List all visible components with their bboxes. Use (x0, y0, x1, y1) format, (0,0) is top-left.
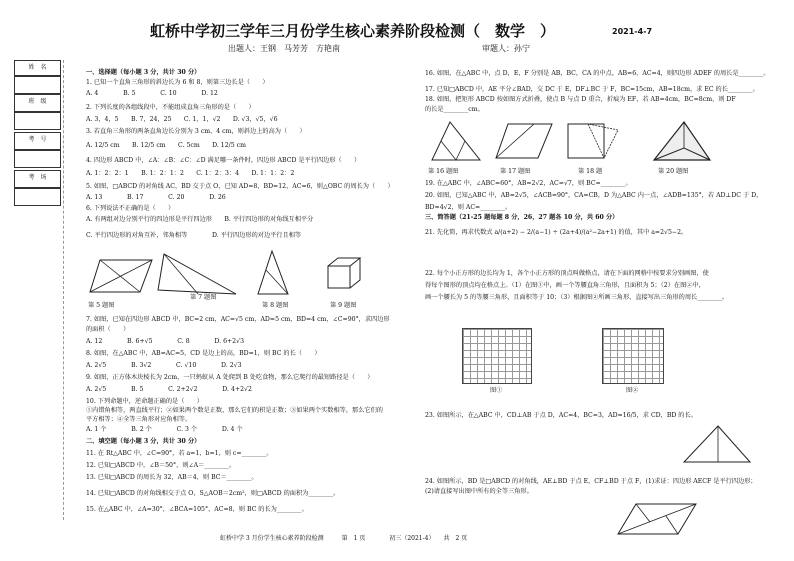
page-title: 虹桥中学初三学年三月份学生核心素养阶段检测（ 数学 ） (150, 22, 556, 40)
figure-caption: 第 8 题图 (262, 302, 289, 309)
question-line: 18. 如图，把矩形 ABCD 按如图方式折叠，使点 B 与点 D 重合，折痕为 EF，若 AB=4cm，BC=8cm，则 DF (425, 96, 736, 103)
question-line: 10. 下列命题中，逆命题正确的是（ ） (86, 398, 203, 405)
section-2-heading: 二、填空题（每小题 3 分，共计 30 分） (86, 438, 201, 445)
reviewer: 审题人：孙宁 (482, 44, 530, 53)
figure-q24-parallelogram (616, 500, 698, 540)
question-options: A. 1：2：2：1 B. 1：2：1：2 C. 1：2：3：4 D. 1：1：2：2 (86, 170, 295, 177)
question-line: 平方相等；④全等三角形对应角相等。 (86, 416, 192, 423)
question-line: 2. 下列长度的各组线段中，不能组成直角三角形的是（ ） (86, 104, 255, 111)
question-line: 4. 四边形 ABCD 中，∠A：∠B：∠C：∠D 满足哪一条件时，四边形 ABCD 是平行四边形（ ） (86, 157, 361, 164)
grid-figure-2[interactable] (602, 328, 664, 384)
exam-date: 2021-4-7 (612, 27, 653, 36)
question-line: ①内错角相等，两直线平行；②如果两个数是正数，那么它们的积是正数；③如果两个实数相等，那么它们的 (86, 407, 383, 414)
grid-figure-1[interactable] (462, 328, 532, 384)
question-22: 得每个图形的顶点均在格点上。（1）在图①中，画一个等腰直角三角形，且面积为 5；（2）在图②中， (425, 282, 705, 289)
fill-question: 14. 已知□ABCD 的对角线相交于点 O，S△AOB＝2cm²，则□ABCD 的面积为________。 (86, 490, 340, 497)
question-line: 5. 如图，□ABCD 的对角线 AC，BD 交于点 O，已知 AD=8，BD=12，AC=6，则△OBC 的周长为（ ） (86, 183, 394, 190)
fill-question: 12. 已知□ABCD 中，∠B＝50°，则∠A＝________。 (86, 462, 236, 469)
grid-caption: 图① (490, 387, 503, 394)
figure-caption: 第 17 题图 (500, 168, 531, 175)
figure-caption: 第 7 题图 (190, 294, 217, 301)
section-1-heading: 一、选择题（每小题 3 分，共计 30 分） (86, 69, 201, 76)
figure-q16-triangle (428, 118, 484, 166)
student-info-sidebar (14, 56, 61, 526)
figure-q9-cube (326, 256, 362, 296)
authors: 出题人：王钢 马芳芳 方艳南 (228, 44, 340, 53)
exam-room-field: 考 场 (14, 170, 61, 188)
question-line: 19. 在△ABC 中，∠ABC=60°，AB=2√2，AC=√7，则 BC=________。 (425, 180, 632, 187)
question-23: 23. 如图所示，在△ABC 中，CD⊥AB 于点 D，AC=4，BC=3，AD=16/5，求 CD，BD 的长。 (425, 412, 697, 419)
figure-q5-parallelogram (88, 252, 156, 300)
exam-room-blank[interactable] (14, 188, 61, 206)
question-line: 的长是________cm。 (425, 106, 484, 113)
question-line: 9. 如图，正方体木块棱长为 2cm，一只蚂蚁从 A 处爬到 B 处吃食物，那么它爬行的最短路径是（ ） (86, 374, 374, 381)
figure-q17-parallelogram (494, 120, 554, 164)
exam-number-blank[interactable] (14, 150, 61, 168)
grid-caption: 图② (626, 387, 639, 394)
question-line: 1. 已知一个直角三角形的斜边长为 6 和 8，则第三边长是（ ） (86, 79, 269, 86)
question-line: 21. 先化简，再求代数式 a/(a+2) − 2/(a−1) ÷ (2a+4)/(a²−2a+1) 的值，其中 a=2√5−2。 (425, 229, 688, 236)
figure-caption: 第 5 题图 (88, 302, 115, 309)
figure-q7-triangle (156, 250, 240, 300)
question-line: 的面积（ ） (86, 326, 130, 333)
question-options: A. 有两组对边分别平行的四边形是平行四边形 B. 平行四边形的对角线互相平分 (86, 216, 314, 223)
question-line: 3. 若直角三角形的两条直角边长分别为 3 cm，4 cm，则斜边上的高为（ ） (86, 128, 306, 135)
figure-q8-isosceles (256, 248, 292, 300)
question-line: 7. 如图，已知在四边形 ABCD 中，BC=2 cm，AC=√5 cm，AD=5 cm，BD=4 cm，∠C=90°，求四边形 (86, 316, 390, 323)
question-options: A. 12 B. 6+√5 C. 8 D. 6+2√3 (86, 338, 245, 345)
question-24: 24. 如图所示，BD 是□ABCD 的对角线，AE⊥BD 于点 E，CF⊥BD 于点 F，(1)求证：四边形 AECF 是平行四边形； (425, 478, 757, 485)
name-blank[interactable] (14, 76, 61, 94)
question-options: A. 4 B. 5 C. 10 D. 12 (86, 90, 218, 97)
question-line: 17. 已知□ABCD 中，AE 平分∠BAD，交 DC 于 E，DF⊥BC 于 F，BC=15cm，AB=18cm，求 EC 的长________。 (425, 86, 759, 93)
name-field: 姓 名 (14, 60, 61, 76)
figure-q20-triangle (652, 118, 712, 166)
figure-caption: 第 20 题图 (658, 168, 689, 175)
question-options: C. 平行四边形的对角互补，邻角相等 D. 平行四边形的对边平行且相等 (86, 232, 302, 239)
question-line: 8. 如图，在△ABC 中，AB=AC=5，CD 是边上的高，BD=1，则 BC 的长（ ） (86, 350, 321, 357)
exam-number-field: 考 号 (14, 132, 61, 150)
fill-question: 13. 已知□ABCD 的周长为 32，AB＝4，则 BC＝________。 (86, 474, 258, 481)
question-options: A. 12/5 cm B. 12/5 cm C. 5cm D. 12/5 cm (86, 142, 246, 149)
binding-line (63, 60, 64, 520)
figure-q18-rectangle (566, 120, 622, 166)
question-options: A. 2√5 B. 3√2 C. √10 D. 2√3 (86, 362, 242, 369)
figure-q23-triangle (680, 422, 752, 470)
class-field: 班 级 (14, 94, 61, 112)
question-options: A. 3，4，5 B. 7，24，25 C. 1，1，√2 D. √3，√5，√6 (86, 116, 278, 123)
figure-caption: 第 9 题图 (330, 302, 357, 309)
question-line: 20. 如图，已知△ABC 中，AB=2√5，∠ACB=90°，CA=CB，D 为△ABC 内一点，∠ADB=135°，若 AD⊥DC 于 D， (425, 192, 763, 199)
page-footer: 虹桥中学 3 月份学生核心素养阶段检测 第 1 页 初三（2021-4） 共 2 页 (220, 535, 468, 542)
question-line: 6. 下列说法不正确的是（ ） (86, 205, 175, 212)
question-line: 16. 如图，在△ABC 中，点 D，E，F 分别是 AB，BC，CA 的中点，AB=6，AC=4，则四边形 ADEF 的周长是________。 (425, 70, 770, 77)
question-line: BD=4√2，则 AC=________。 (425, 204, 512, 211)
fill-question: 15. 在△ABC 中，∠A=30°，∠BCA=105°，AC=8，则 BC 的长为________。 (86, 506, 308, 513)
figure-caption: 第 16 题图 (428, 168, 459, 175)
question-22: 22. 每个小正方形的边长均为 1，各个小正方形的顶点叫做格点，请在下面的网格中按要求分别画图，使 (425, 270, 709, 277)
question-22: 画一个腰长为 5 的等腰三角形，且面积等于 10；（3）根据图②所画三角形，直接写出三角形的周长________。 (425, 294, 729, 301)
class-blank[interactable] (14, 112, 61, 130)
question-options: A. 1 个 B. 2 个 C. 3 个 D. 4 个 (86, 426, 243, 433)
section-3-heading: 三、简答题（21-25 题每题 8 分，26，27 题各 10 分，共 60 分） (425, 214, 619, 221)
question-options: A. 13 B. 17 C. 20 D. 26 (86, 194, 226, 201)
fill-question: 11. 在 Rt△ABC 中，∠C=90°，若 a=1，b=1，则 c=________。 (86, 450, 273, 457)
question-24: (2)请直接写出图中所有的全等三角形。 (425, 488, 533, 495)
question-options: A. 2√5 B. 5 C. 2+2√2 D. 4+2√2 (86, 386, 252, 393)
figure-caption: 第 18 题 (578, 168, 603, 175)
